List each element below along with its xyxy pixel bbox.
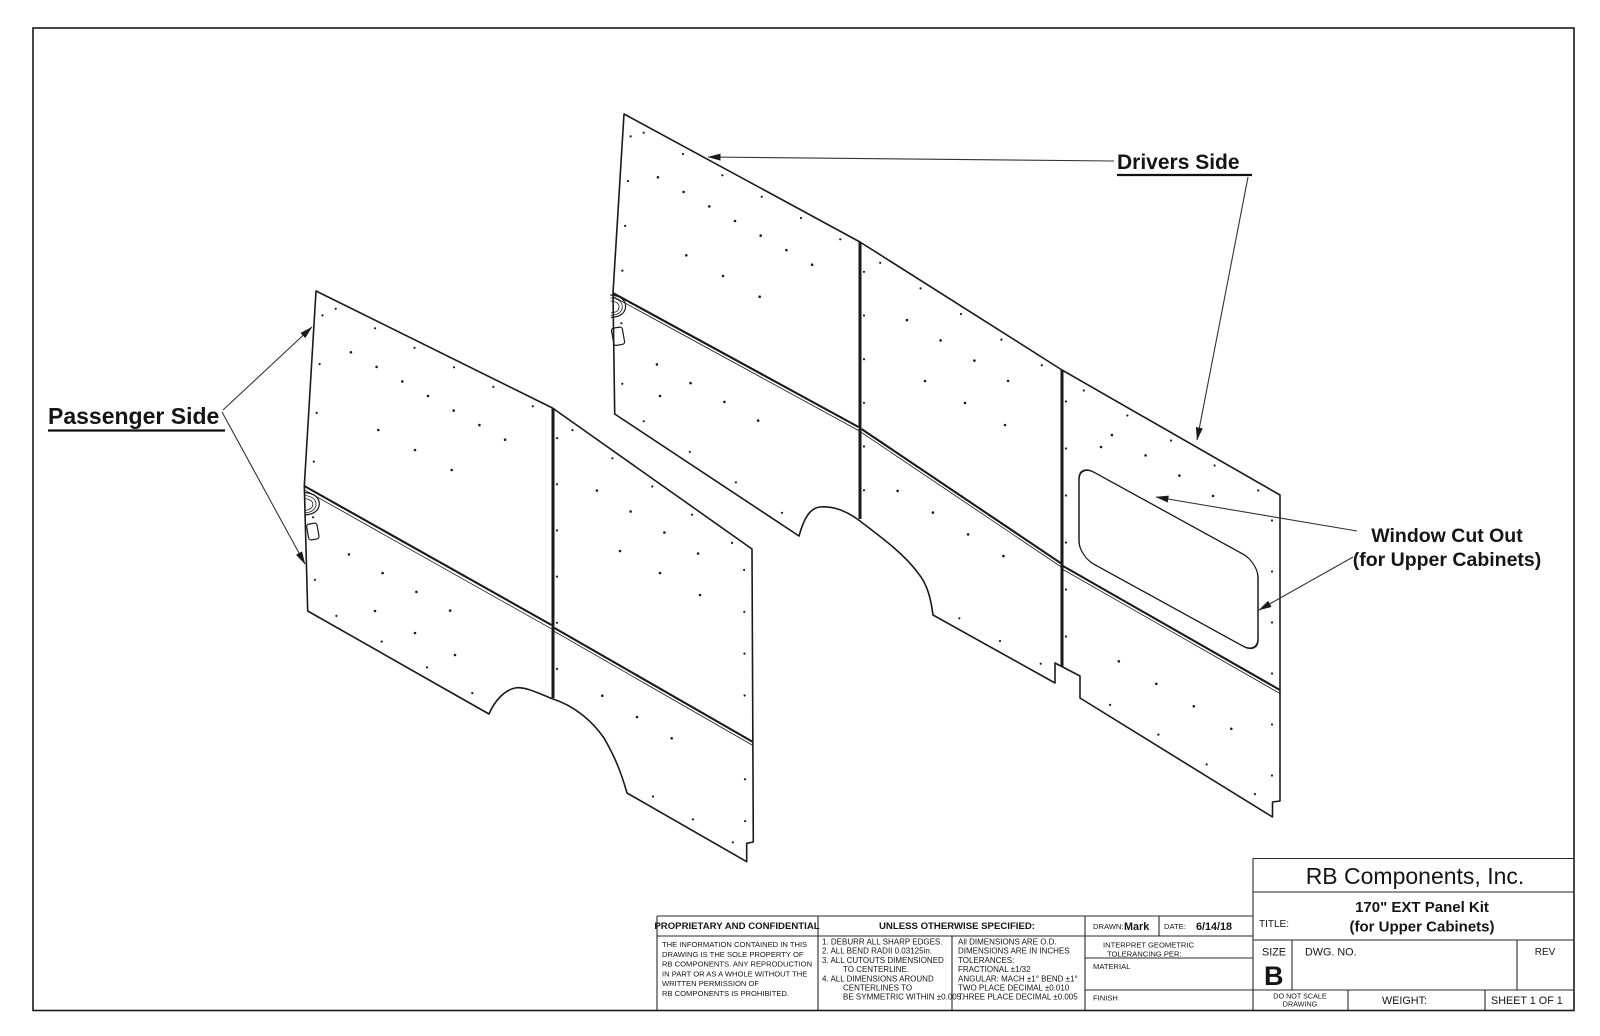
- rivet-dot: [692, 818, 694, 820]
- tolerance-line: DIMENSIONS ARE IN INCHES: [958, 946, 1070, 956]
- proprietary-line: WRITTEN PERMISSION OF: [662, 979, 760, 989]
- rivet-dot: [682, 153, 684, 155]
- rivet-dot: [504, 438, 507, 441]
- rivet-dot: [316, 412, 318, 414]
- rivet-dot: [319, 363, 321, 365]
- rivet-dot: [863, 445, 865, 447]
- rivet-dot: [770, 378, 772, 380]
- rivet-dot: [735, 731, 737, 733]
- rivet-dot: [611, 457, 613, 459]
- rivet-dot: [348, 553, 351, 556]
- rivet-dot: [492, 386, 494, 388]
- rivet-dot: [697, 552, 700, 555]
- rivet-dot: [636, 674, 638, 676]
- rivet-dot: [1065, 588, 1067, 590]
- spec-note: TO CENTERLINE.: [843, 965, 910, 975]
- rivet-dot: [761, 196, 763, 198]
- rivet-dot: [556, 437, 558, 439]
- rivet-dot: [702, 712, 704, 714]
- rivet-dot: [1007, 380, 1010, 383]
- rivet-dot: [1257, 489, 1259, 491]
- rivet-dot: [1065, 635, 1067, 637]
- rivet-dot: [377, 429, 380, 432]
- rivet-dot: [781, 512, 783, 514]
- rivet-dot: [863, 489, 865, 491]
- date-label: DATE:: [1164, 922, 1186, 931]
- rivet-dot: [669, 693, 671, 695]
- rivet-dot: [532, 405, 534, 407]
- rivet-dot: [426, 666, 428, 668]
- rivet-dot: [840, 416, 842, 418]
- rivet-dot: [863, 402, 865, 404]
- rivet-dot: [1261, 679, 1263, 681]
- rivet-dot: [314, 579, 316, 581]
- rivet-dot: [800, 217, 802, 219]
- rivet-dot: [879, 262, 881, 264]
- rivet-dot: [321, 495, 323, 497]
- rivet-dot: [1212, 495, 1215, 498]
- rivet-dot: [1193, 705, 1196, 708]
- rivet-dot: [656, 363, 659, 366]
- rivet-dot: [735, 481, 737, 483]
- size-value: B: [1264, 961, 1284, 991]
- rivet-dot: [1040, 663, 1042, 665]
- rivet-dot: [723, 401, 726, 404]
- rivet-dot: [621, 270, 623, 272]
- rivet-dot: [708, 205, 711, 208]
- rivet-dot: [863, 314, 865, 316]
- title-label: TITLE:: [1259, 919, 1290, 930]
- do-not-scale-line2: DRAWING: [1282, 999, 1318, 1009]
- rivet-dot: [967, 533, 970, 536]
- rivet-dot: [973, 359, 976, 362]
- rivet-dot: [471, 692, 473, 694]
- rivet-dot: [863, 358, 865, 360]
- rivet-dot: [906, 319, 909, 322]
- proprietary-line: THE INFORMATION CONTAINED IN THIS: [662, 940, 808, 949]
- rivet-dot: [454, 654, 457, 657]
- proprietary-header: PROPRIETARY AND CONFIDENTIAL: [654, 921, 820, 932]
- rivet-dot: [413, 347, 415, 349]
- rivet-dot: [659, 395, 662, 398]
- rivet-dot: [619, 550, 622, 553]
- rivet-dot: [964, 402, 967, 405]
- rivet-dot: [453, 366, 455, 368]
- rivet-dot: [691, 514, 693, 516]
- proprietary-line: RB COMPONENTS IS PROHIBITED.: [662, 989, 789, 998]
- rivet-dot: [401, 380, 404, 383]
- rivet-dot: [335, 615, 337, 617]
- rivet-dot: [863, 271, 865, 273]
- rivet-dot: [335, 308, 337, 310]
- drawing-title-line2: (for Upper Cabinets): [1349, 918, 1495, 936]
- tolerance-line: THREE PLACE DECIMAL ±0.005: [958, 992, 1078, 1002]
- rivet-dot: [1271, 672, 1273, 674]
- rivet-dot: [689, 451, 691, 453]
- rivet-dot: [478, 424, 481, 427]
- rivet-dot: [1254, 793, 1256, 795]
- rivet-dot: [1065, 447, 1067, 449]
- tolerance-line: TWO PLACE DECIMAL ±0.010: [958, 983, 1070, 993]
- proprietary-line: IN PART OR AS A WHOLE WITHOUT THE: [662, 969, 808, 979]
- rivet-dot: [630, 135, 632, 137]
- rivet-dot: [1157, 734, 1159, 736]
- rivet-dot: [381, 572, 384, 575]
- rivet-dot: [643, 420, 645, 422]
- rivet-dot: [533, 614, 535, 616]
- company-name: RB Components, Inc.: [1305, 863, 1525, 889]
- drivers-leader-left-arrow: [708, 157, 1114, 161]
- rivet-dot: [1271, 621, 1273, 623]
- rivet-dot: [744, 694, 746, 696]
- rivet-dot: [414, 449, 417, 452]
- rivet-dot: [896, 490, 899, 493]
- rivet-dot: [427, 395, 430, 398]
- rivet-dot: [785, 249, 788, 252]
- tolerance-line: All DIMENSIONS ARE O.D.: [958, 937, 1057, 947]
- drawing-title-line1: 170" EXT Panel Kit: [1355, 899, 1489, 916]
- rivet-dot: [1002, 555, 1005, 558]
- rivet-dot: [961, 495, 963, 497]
- rivet-dot: [685, 254, 688, 257]
- rivet-dot: [1152, 617, 1154, 619]
- rivet-dot: [1144, 454, 1147, 457]
- rivet-dot: [627, 180, 629, 182]
- rivet-dot: [392, 535, 394, 537]
- rivet-dot: [1155, 683, 1158, 686]
- rivet-dot: [880, 441, 882, 443]
- do-not-scale-line1: DO NOT SCALE: [1273, 991, 1327, 1001]
- rivet-dot: [1170, 439, 1172, 441]
- rivet-dot: [556, 483, 558, 485]
- passenger-side-label: Passenger Side: [48, 403, 220, 429]
- rivet-dot: [636, 716, 639, 719]
- rivet-dot: [1111, 434, 1114, 437]
- rivet-dot: [452, 409, 455, 412]
- rivet-dot: [699, 594, 702, 597]
- size-label: SIZE: [1262, 946, 1286, 959]
- rivet-dot: [731, 542, 733, 544]
- rivet-dot: [1083, 389, 1085, 391]
- title-block: [654, 859, 1574, 1011]
- rivet-dot: [805, 397, 807, 399]
- rivet-dot: [734, 220, 737, 223]
- rivet-dot: [556, 576, 558, 578]
- spec-note: CENTERLINES TO: [843, 983, 913, 993]
- tolerance-line: TOLERANCES:: [958, 955, 1015, 965]
- rivet-dot: [1065, 494, 1067, 496]
- rivet-dot: [1100, 446, 1103, 449]
- rivet-dot: [932, 511, 935, 514]
- rivet-dot: [1214, 464, 1216, 466]
- rivet-dot: [652, 795, 654, 797]
- spec-note: 4. ALL DIMENSIONS AROUND: [822, 974, 934, 984]
- passenger-leader-lower-arrow: [222, 412, 305, 564]
- rivet-dot: [1271, 570, 1273, 572]
- rivet-dot: [1206, 763, 1208, 765]
- rivet-dot: [924, 380, 927, 383]
- rivet-dot: [629, 510, 632, 513]
- rivet-dot: [1189, 637, 1191, 639]
- passenger-leader-upper-arrow: [223, 327, 312, 410]
- rivet-dot: [682, 191, 685, 194]
- rivet-dot: [449, 609, 452, 612]
- rivet-dot: [1001, 522, 1003, 524]
- rivet-dot: [629, 302, 631, 304]
- weight-label: WEIGHT:: [1382, 995, 1427, 1007]
- spec-note: 1. DEBURR ALL SHARP EDGES.: [822, 937, 943, 947]
- rivet-dot: [839, 238, 841, 240]
- tolerance-line: ANGULAR: MACH ±1° BEND ±1°: [958, 974, 1078, 984]
- rivet-dot: [921, 468, 923, 470]
- rivet-dot: [651, 485, 653, 487]
- rivet-dot: [1271, 519, 1273, 521]
- rivet-dot: [350, 351, 353, 354]
- spec-note: BE SYMMETRIC WITHIN ±0.005.: [843, 992, 964, 1002]
- rivet-dot: [1041, 549, 1043, 551]
- rivet-dot: [744, 820, 746, 822]
- rivet-dot: [313, 461, 315, 463]
- drivers-leader-down-arrow: [1197, 177, 1248, 440]
- rivet-dot: [757, 419, 760, 422]
- interpret-geometric-line1: INTERPRET GEOMETRIC: [1103, 940, 1194, 950]
- rivet-dot: [1109, 704, 1111, 706]
- rivet-dot: [689, 382, 692, 385]
- rivet-dot: [620, 322, 622, 324]
- rivet-dot: [571, 429, 573, 431]
- rivet-dot: [1080, 575, 1082, 577]
- rivet-dot: [556, 529, 558, 531]
- rivet-dot: [958, 617, 960, 619]
- rivet-dot: [570, 636, 572, 638]
- rivet-dot: [722, 275, 725, 278]
- rivet-dot: [601, 694, 604, 697]
- material-label: MATERIAL: [1093, 962, 1131, 971]
- rivet-dot: [450, 469, 453, 472]
- rivet-dot: [414, 632, 417, 635]
- rivet-dot: [415, 591, 418, 594]
- rivet-dot: [759, 234, 762, 237]
- rivet-dot: [743, 569, 745, 571]
- rivet-dot: [427, 554, 429, 556]
- rivet-dot: [497, 594, 499, 596]
- rivet-dot: [621, 383, 623, 385]
- rivet-dot: [462, 574, 464, 576]
- drawn-value: Mark: [1124, 921, 1150, 933]
- rivet-dot: [1126, 414, 1128, 416]
- rivet-dot: [356, 515, 358, 517]
- rivet-dot: [1271, 723, 1273, 725]
- rivet-dot: [596, 489, 599, 492]
- rivet-dot: [1000, 339, 1002, 341]
- rivet-dot: [811, 263, 814, 266]
- window-cutout-label-line2: (for Upper Cabinets): [1352, 549, 1542, 571]
- rivet-dot: [665, 321, 667, 323]
- rivet-dot: [960, 313, 962, 315]
- rivet-dot: [721, 174, 723, 176]
- rivet-dot: [556, 668, 558, 670]
- rivet-dot: [624, 225, 626, 227]
- rivet-dot: [670, 737, 673, 740]
- drivers-side-label: Drivers Side: [1117, 151, 1240, 174]
- proprietary-line: RB COMPONENTS. ANY REPRODUCTION: [662, 959, 813, 969]
- rivet-dot: [1065, 541, 1067, 543]
- rivet-dot: [744, 778, 746, 780]
- proprietary-line: DRAWING IS THE SOLE PROPERTY OF: [662, 949, 804, 959]
- rivet-dot: [663, 531, 666, 534]
- rivet-dot: [312, 516, 314, 518]
- rivet-dot: [374, 327, 376, 329]
- rivet-dot: [732, 841, 734, 843]
- finish-label: FINISH: [1093, 993, 1118, 1003]
- rivet-dot: [374, 610, 377, 613]
- rivet-dot: [657, 176, 660, 179]
- rev-label: REV: [1534, 947, 1556, 958]
- tolerance-line: FRACTIONAL ±1/32: [958, 965, 1031, 975]
- rivet-dot: [603, 655, 605, 657]
- drawn-label: DRAWN:: [1093, 922, 1124, 931]
- rivet-dot: [744, 736, 746, 738]
- rivet-dot: [700, 340, 702, 342]
- rivet-dot: [743, 653, 745, 655]
- rivet-dot: [321, 314, 323, 316]
- interpret-geometric-line2: TOLERANCING PER:: [1107, 949, 1182, 959]
- rivet-dot: [758, 295, 761, 298]
- spec-note: 3. ALL CUTOUTS DIMENSIONED: [822, 955, 944, 965]
- date-value: 6/14/18: [1196, 921, 1233, 933]
- rivet-dot: [1004, 424, 1007, 427]
- rivet-dot: [1271, 774, 1273, 776]
- rivet-dot: [1065, 400, 1067, 402]
- rivet-dot: [939, 339, 942, 342]
- specified-header: UNLESS OTHERWISE SPECIFIED:: [878, 921, 1036, 932]
- rivet-dot: [1178, 474, 1181, 477]
- rivet-dot: [556, 622, 558, 624]
- rivet-dot: [643, 132, 645, 134]
- rivet-dot: [1230, 728, 1233, 731]
- spec-note: 2. ALL BEND RADII 0.03125in.: [822, 946, 932, 956]
- rivet-dot: [743, 611, 745, 613]
- rivet-dot: [1225, 658, 1227, 660]
- sheet-label: SHEET 1 OF 1: [1491, 995, 1563, 1007]
- rivet-dot: [1116, 596, 1118, 598]
- rivet-dot: [999, 640, 1001, 642]
- rivet-dot: [1118, 660, 1121, 663]
- rivet-dot: [659, 572, 662, 575]
- rivet-dot: [735, 359, 737, 361]
- rivet-dot: [1041, 364, 1043, 366]
- rivet-dot: [381, 641, 383, 643]
- rivet-dot: [375, 366, 378, 369]
- dwg-no-label: DWG. NO.: [1305, 946, 1357, 959]
- window-cutout-label-line1: Window Cut Out: [1371, 525, 1523, 547]
- rivet-dot: [920, 287, 922, 289]
